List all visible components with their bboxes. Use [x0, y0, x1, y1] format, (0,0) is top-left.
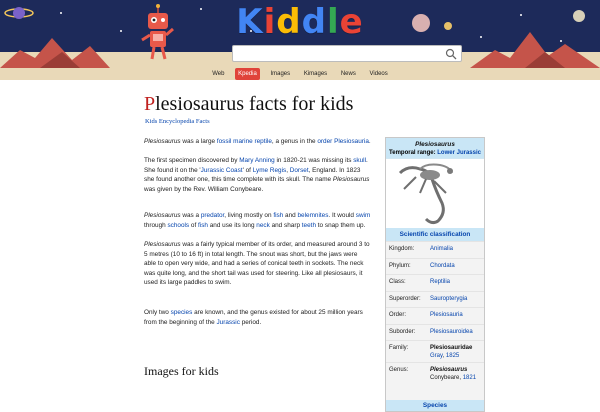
article-link[interactable]: belemnites — [297, 212, 329, 219]
paragraph-text: to snap them up. — [316, 221, 366, 229]
taxon-row — [386, 241, 484, 258]
title-initial: P — [144, 93, 156, 115]
paragraph-text: through — [144, 221, 168, 229]
nav-kpedia[interactable]: Kpedia — [235, 68, 260, 80]
kiddle-logo[interactable] — [0, 2, 600, 42]
paragraph-text: , England. In 1823 she found another one, this time complete with its skull. The name — [144, 166, 361, 184]
taxon-row — [386, 274, 484, 291]
article-link[interactable]: species — [170, 309, 193, 316]
paragraph-text: , living mostly on — [224, 212, 274, 219]
genus-year-link[interactable]: 1821 — [462, 375, 477, 381]
paragraph-text: of — [189, 221, 199, 229]
taxon-rank: Kingdom: — [389, 246, 415, 252]
paragraph-text: period. — [239, 318, 262, 326]
paragraph-2 — [144, 156, 371, 194]
article-link[interactable]: Mary Anning — [239, 157, 275, 164]
paragraph-4 — [144, 240, 371, 288]
article-link[interactable]: neck — [256, 221, 270, 229]
paragraph-text: ' of — [242, 166, 253, 174]
paragraph-text: and — [283, 212, 298, 219]
logo-letter: d — [301, 2, 327, 42]
taxon-link[interactable]: Sauropterygia — [430, 295, 468, 302]
article-link[interactable]: fossil marine reptile — [216, 138, 272, 145]
italic-term: Plesiosaurus — [144, 138, 181, 145]
article-link[interactable]: Jurassic Coast — [200, 166, 243, 174]
paragraph-text: was a fairly typical member of its order, and measured around 3 to 5 metres (10 to 16 ft) in total length. The snout was short, but the jaws were able to open very wide, and had a series of conical teeth in sockets. The neck was quite long, and the short tail was used for steering. Like all plesiosaurs, it used its large paddles to swim. — [144, 241, 370, 287]
family-year-link[interactable]: 1825 — [445, 353, 460, 359]
paragraph-text: and use its long — [207, 221, 257, 229]
page-title — [144, 93, 353, 116]
taxon-row — [386, 307, 484, 324]
taxon-rank: Suborder: — [389, 328, 416, 335]
taxon-row — [386, 324, 484, 341]
article-link[interactable]: fish — [198, 221, 208, 229]
article-link[interactable]: swim — [355, 212, 371, 219]
taxon-rank: Class: — [389, 279, 406, 285]
logo-letter: K — [236, 2, 264, 42]
paragraph-text: . She found it on the ' — [144, 157, 368, 174]
family-label: Family: — [389, 345, 409, 351]
article-link[interactable]: order Plesiosauria — [317, 138, 369, 145]
genus-authority — [430, 375, 476, 381]
paragraph-text: was a large — [180, 138, 217, 145]
article-link[interactable]: predator — [200, 212, 225, 219]
taxon-rank: Superorder: — [389, 295, 421, 302]
taxon-link[interactable]: Plesiosauroidea — [430, 328, 473, 335]
taxobox — [385, 137, 485, 412]
nav-web[interactable]: Web — [212, 71, 225, 77]
genus-label: Genus: — [389, 367, 409, 373]
nav-news[interactable]: News — [340, 71, 356, 77]
paragraph-text: . It would — [328, 212, 356, 219]
logo-letter: l — [326, 2, 340, 42]
italic-term: Plesiosaurus — [332, 176, 370, 184]
paragraph-text: Only two — [144, 309, 171, 316]
article-link[interactable]: Lyme Regis — [252, 166, 287, 174]
taxon-rank: Phylum: — [389, 262, 411, 269]
temporal-range-link[interactable]: Lower Jurassic — [437, 150, 481, 156]
paragraph-3 — [144, 211, 371, 230]
article-link[interactable]: fish — [273, 212, 284, 219]
family-row — [386, 340, 484, 362]
article-link[interactable]: Jurassic — [216, 318, 240, 326]
taxon-link[interactable]: Plesiosauria — [430, 312, 463, 318]
search-icon[interactable] — [445, 48, 457, 60]
family-value: Plesiosauridae — [430, 345, 473, 351]
taxobox-name: Plesiosaurus — [415, 141, 455, 148]
plesiosaurus-image[interactable] — [386, 158, 484, 228]
family-authority: Gray, 1825 — [430, 353, 460, 359]
taxon-rank: Order: — [389, 312, 407, 318]
species-heading: Species — [386, 400, 484, 411]
taxon-link[interactable]: Reptilia — [430, 279, 451, 285]
search-type-nav — [0, 68, 600, 80]
site-header — [0, 0, 600, 68]
images-heading: Images for kids — [144, 364, 219, 378]
genus-row — [386, 362, 484, 384]
classification-heading[interactable]: Scientific classification — [386, 228, 484, 241]
italic-term: Plesiosaurus — [144, 212, 181, 219]
family-author-link[interactable]: Gray — [430, 353, 443, 359]
genus-author: Conybeare, — [430, 375, 462, 381]
taxon-row — [386, 291, 484, 308]
article-link[interactable]: schools — [167, 221, 190, 229]
logo-letter: i — [263, 2, 277, 42]
taxobox-header — [386, 138, 484, 158]
nav-images[interactable]: Images — [270, 71, 291, 77]
paragraph-text: was given by the Rev. William Conybeare. — [144, 185, 264, 193]
paragraph-text: , a genus in the — [271, 138, 318, 145]
paragraph-text: in 1820-21 was missing its — [274, 157, 354, 164]
temporal-range — [386, 150, 484, 156]
logo-letter: e — [339, 2, 364, 42]
taxon-row — [386, 258, 484, 275]
taxon-link[interactable]: Animalia — [430, 246, 454, 252]
page-subtitle-link[interactable]: Kids Encyclopedia Facts — [145, 118, 210, 125]
article-link[interactable]: skull — [353, 157, 367, 164]
nav-kimages[interactable]: Kimages — [303, 71, 328, 77]
plesiosaurus-skeleton-icon — [386, 159, 484, 228]
logo-letter: d — [276, 2, 302, 42]
taxon-link[interactable]: Chordata — [430, 262, 455, 269]
paragraph-text: are known, and the genus existed for about 25 million years from the beginning of the — [144, 309, 363, 326]
article-link[interactable]: teeth — [301, 221, 316, 229]
title-rest: lesiosaurus facts for kids — [155, 93, 354, 115]
paragraph-text: , — [286, 166, 290, 174]
article-link[interactable]: Dorset — [289, 166, 309, 174]
search-input[interactable] — [236, 47, 436, 60]
paragraph-1 — [144, 137, 371, 147]
genus-value: Plesiosaurus — [430, 367, 468, 373]
paragraph-text: was a — [180, 212, 201, 219]
paragraph-text: and sharp — [269, 221, 302, 229]
italic-term: Plesiosaurus — [144, 241, 181, 248]
search-box — [232, 45, 462, 62]
temporal-label: Temporal range: — [389, 150, 438, 156]
nav-videos[interactable]: Videos — [369, 71, 388, 77]
paragraph-text: . — [368, 138, 371, 145]
paragraph-5 — [144, 308, 371, 327]
paragraph-text: The first specimen discovered by — [144, 157, 240, 164]
